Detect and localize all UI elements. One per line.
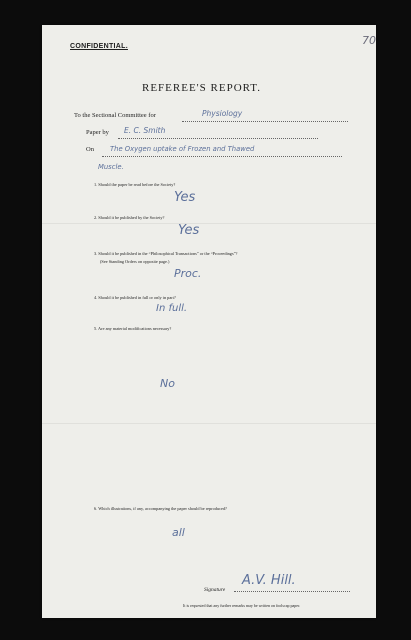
page-number: 70 bbox=[362, 34, 376, 47]
footer-note: It is requested that any further remarks may be written on foolscap paper. bbox=[183, 603, 301, 608]
paper-on-label: On bbox=[86, 146, 94, 153]
paper-by-label: Paper by bbox=[86, 129, 109, 136]
committee-line bbox=[182, 121, 348, 122]
signature-label: Signature bbox=[204, 587, 226, 593]
signature-line bbox=[234, 591, 350, 592]
question-6: 6. Which illustrations, if any, accompanying the paper should be reproduced? bbox=[94, 506, 227, 511]
question-4: 4. Should it be published in full or only in part? bbox=[94, 295, 176, 300]
answer-3: Proc. bbox=[174, 267, 202, 280]
page-title: REFEREE'S REPORT. bbox=[142, 82, 261, 94]
fold-line bbox=[42, 223, 376, 224]
question-3: 3. Should it be published in the “Philosophical Transactions” or the “Proceedings”? bbox=[94, 251, 238, 256]
paper-by-value: E. C. Smith bbox=[124, 126, 166, 135]
answer-1: Yes bbox=[174, 190, 196, 205]
answer-2: Yes bbox=[178, 223, 200, 238]
paper-on-line bbox=[102, 156, 342, 157]
question-2: 2. Should it be published by the Society? bbox=[94, 215, 165, 220]
committee-label: To the Sectional Committee for bbox=[74, 112, 156, 119]
question-1: 1. Should the paper be read before the Society? bbox=[94, 182, 176, 187]
question-5: 5. Are any material modifications necessary? bbox=[94, 326, 172, 331]
answer-5: No bbox=[160, 377, 175, 390]
signature-value: A.V. Hill. bbox=[242, 573, 296, 588]
answer-4: In full. bbox=[156, 303, 188, 314]
answer-6: all bbox=[172, 526, 185, 539]
fold-line bbox=[42, 423, 376, 424]
question-3-subtext: (See Standing Orders on opposite page.) bbox=[100, 259, 170, 264]
paper-by-line bbox=[118, 138, 318, 139]
committee-value: Physiology bbox=[202, 109, 243, 118]
paper-on-value-line1: The Oxygen uptake of Frozen and Thawed bbox=[110, 145, 255, 153]
confidential-label: CONFIDENTIAL. bbox=[70, 43, 128, 50]
paper-on-value-line2: Muscle. bbox=[98, 163, 124, 171]
report-sheet bbox=[42, 25, 376, 618]
